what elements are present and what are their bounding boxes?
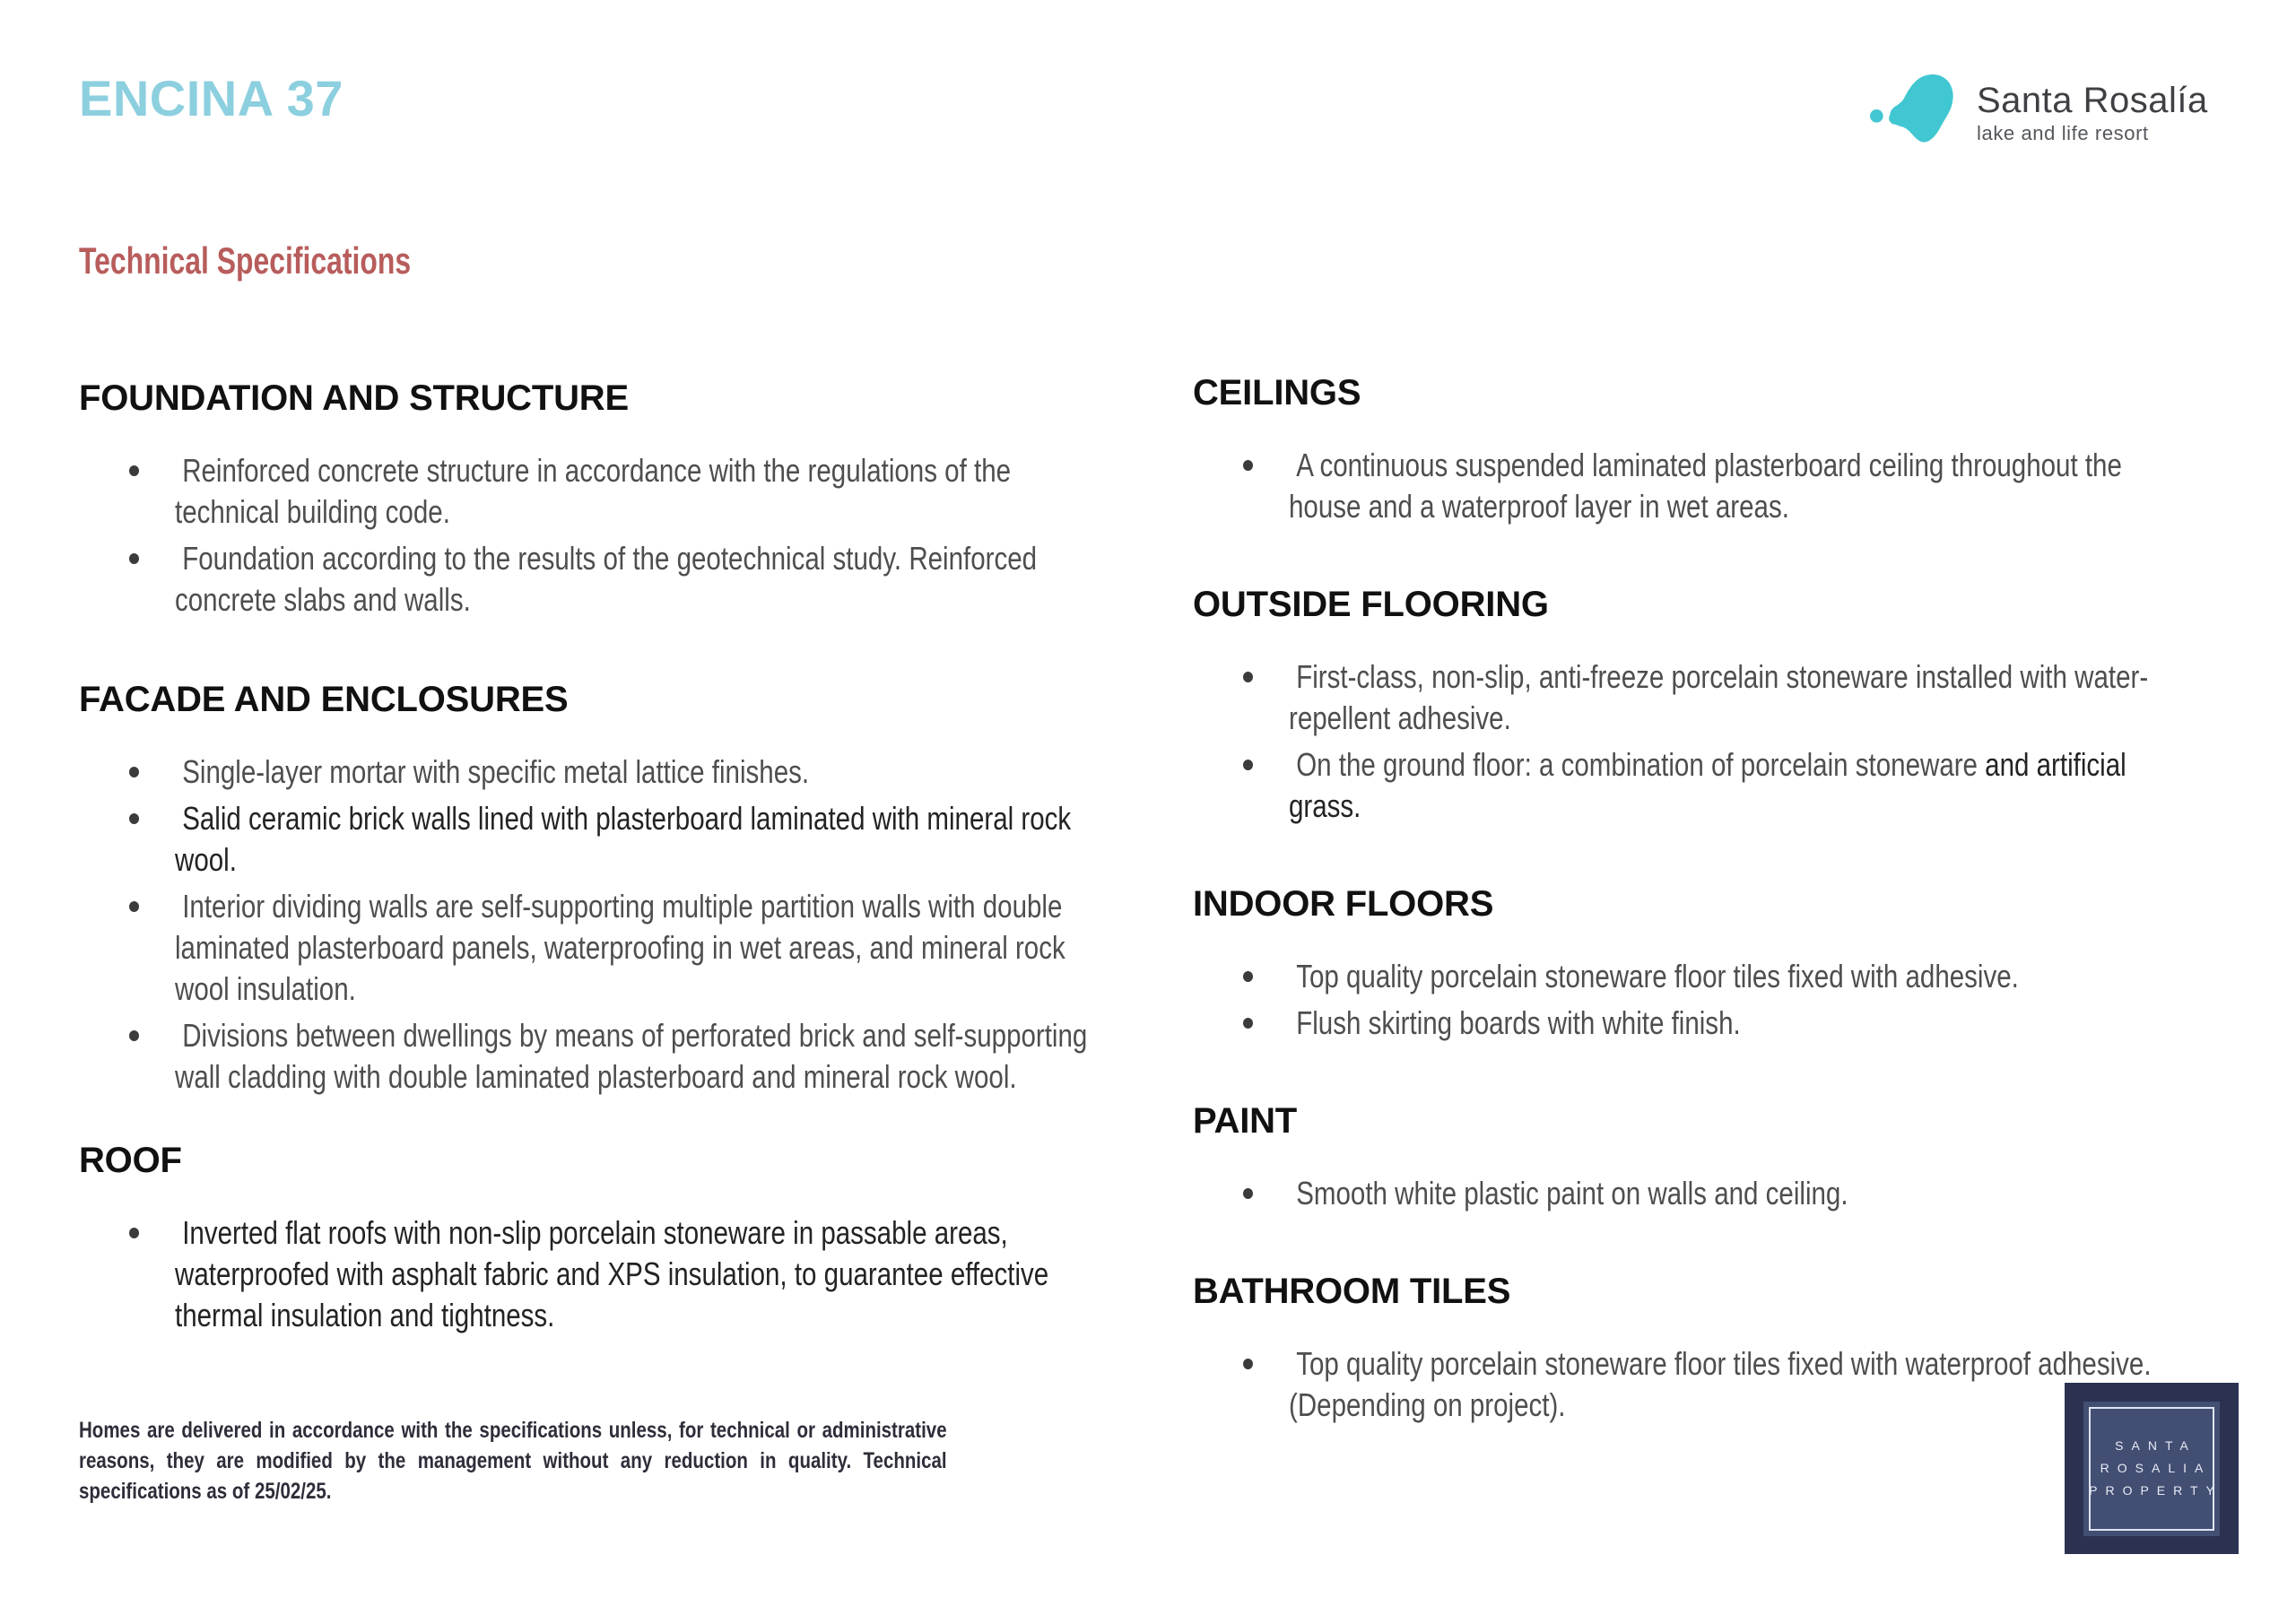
spec-section (1193, 1270, 2206, 1426)
bullet-dot-icon (129, 901, 139, 912)
bullet-dot-icon (129, 465, 139, 476)
bullet-dot-icon (129, 1030, 139, 1041)
bullet-text: On the ground floor: a combination of porcelain stoneware and artificial grass. (1289, 746, 2126, 824)
bullet-text: Reinforced concrete structure in accordance with the regulations of the technical building code. (175, 452, 1012, 530)
page-subtitle: Technical Specifications (79, 239, 412, 282)
bullet-text: Single-layer mortar with specific metal lattice finishes. (182, 753, 810, 790)
bullet-list (1193, 956, 2206, 1044)
section-heading: OUTSIDE FLOORING (1193, 585, 1549, 624)
property-badge (2065, 1383, 2239, 1554)
section-heading: BATHROOM TILES (1193, 1272, 1511, 1311)
bullet-text: Top quality porcelain stoneware floor tiles fixed with adhesive. (1296, 958, 2019, 994)
bullet-item (79, 538, 1119, 621)
bullet-item (79, 1015, 1119, 1098)
bullet-dot-icon (1243, 672, 1253, 682)
spec-section (79, 1139, 1119, 1336)
bullet-text: Inverted flat roofs with non-slip porcelain stoneware in passable areas, waterproofed with asphalt fabric and XPS insulation, to guarantee effective thermal insulation and tightness. (175, 1214, 1049, 1333)
bullet-text: Interior dividing walls are self-supporting multiple partition walls with double laminated plasterboard panels, waterproofing in wet areas, and mineral rock wool insulation. (175, 888, 1065, 1007)
bullet-text: Divisions between dwellings by means of perforated brick and self-supporting wall cladding with double laminated plasterboard and mineral rock wool. (175, 1017, 1088, 1095)
brand-text (1977, 72, 2208, 145)
bullet-text: Salid ceramic brick walls lined with plasterboard laminated with mineral rock wool. (175, 800, 1072, 878)
section-heading: CEILINGS (1193, 373, 1361, 413)
bullet-list (79, 1212, 1119, 1336)
bullet-item (1193, 656, 2206, 739)
santa-rosalia-lake-icon (1867, 72, 1968, 152)
page-title: ENCINA 37 (79, 70, 344, 126)
bullet-text: Top quality porcelain stoneware floor tiles fixed with waterproof adhesive. (Depending on project). (1289, 1345, 2152, 1423)
bullet-list (1193, 656, 2206, 827)
bullet-item (1193, 956, 2206, 997)
bullet-list (1193, 1173, 2206, 1214)
bullet-dot-icon (129, 813, 139, 824)
bullet-dot-icon (1243, 1018, 1253, 1029)
bullet-dot-icon (1243, 460, 1253, 471)
bullet-text: Flush skirting boards with white finish. (1296, 1004, 1741, 1041)
bullet-list (1193, 1343, 2206, 1426)
left-column (79, 377, 1119, 1394)
bullet-item (79, 798, 1119, 881)
brand-name: Santa Rosalía (1977, 81, 2208, 120)
bullet-item (79, 1212, 1119, 1336)
section-heading: FOUNDATION AND STRUCTURE (79, 378, 629, 418)
section-heading: PAINT (1193, 1101, 1298, 1141)
section-heading: ROOF (79, 1141, 182, 1180)
bullet-list (1193, 445, 2206, 527)
badge-line-rosalia: ROSALIA (2100, 1461, 2212, 1475)
property-badge-panel (2083, 1402, 2220, 1536)
property-badge-frame (2089, 1407, 2222, 1531)
bullet-item (1193, 744, 2206, 827)
bullet-text: A continuous suspended laminated plasterboard ceiling throughout the house and a waterproof layer in wet areas. (1289, 447, 2122, 525)
bullet-dot-icon (129, 1228, 139, 1238)
spec-section (1193, 1099, 2206, 1214)
spec-section (1193, 583, 2206, 827)
bullet-text: Foundation according to the results of the geotechnical study. Reinforced concrete slabs and walls. (175, 540, 1038, 618)
disclaimer-note: Homes are delivered in accordance with the specifications unless, for technical or administrative reasons, they are modified by the management without any reduction in quality. Technical specifications as of 25/02/25. (79, 1418, 947, 1504)
bullet-dot-icon (1243, 760, 1253, 770)
spec-section (1193, 371, 2206, 527)
badge-line-property: PROPERTY (2089, 1483, 2222, 1498)
section-heading: INDOOR FLOORS (1193, 884, 1494, 924)
bullet-list (79, 751, 1119, 1098)
spec-section (79, 377, 1119, 621)
bullet-text: Smooth white plastic paint on walls and ceiling. (1296, 1175, 1848, 1211)
bullet-text: First-class, non-slip, anti-freeze porcelain stoneware installed with water-repellent adhesive. (1289, 658, 2149, 736)
bullet-dot-icon (129, 767, 139, 777)
spec-section (1193, 882, 2206, 1044)
bullet-item (79, 450, 1119, 533)
bullet-item (79, 886, 1119, 1010)
bullet-dot-icon (1243, 1188, 1253, 1199)
brand-tagline: lake and life resort (1977, 122, 2149, 144)
section-heading: FACADE AND ENCLOSURES (79, 680, 569, 719)
bullet-item (1193, 1173, 2206, 1214)
bullet-dot-icon (1243, 971, 1253, 982)
bullet-dot-icon (129, 553, 139, 564)
brand-logo (1867, 72, 2208, 152)
badge-line-santa: SANTA (2115, 1438, 2196, 1453)
right-column (1193, 371, 2206, 1481)
spec-section (79, 678, 1119, 1098)
bullet-item (1193, 1003, 2206, 1044)
bullet-item (79, 751, 1119, 793)
bullet-item (1193, 445, 2206, 527)
bullet-dot-icon (1243, 1359, 1253, 1369)
bullet-list (79, 450, 1119, 621)
bullet-item (1193, 1343, 2206, 1426)
